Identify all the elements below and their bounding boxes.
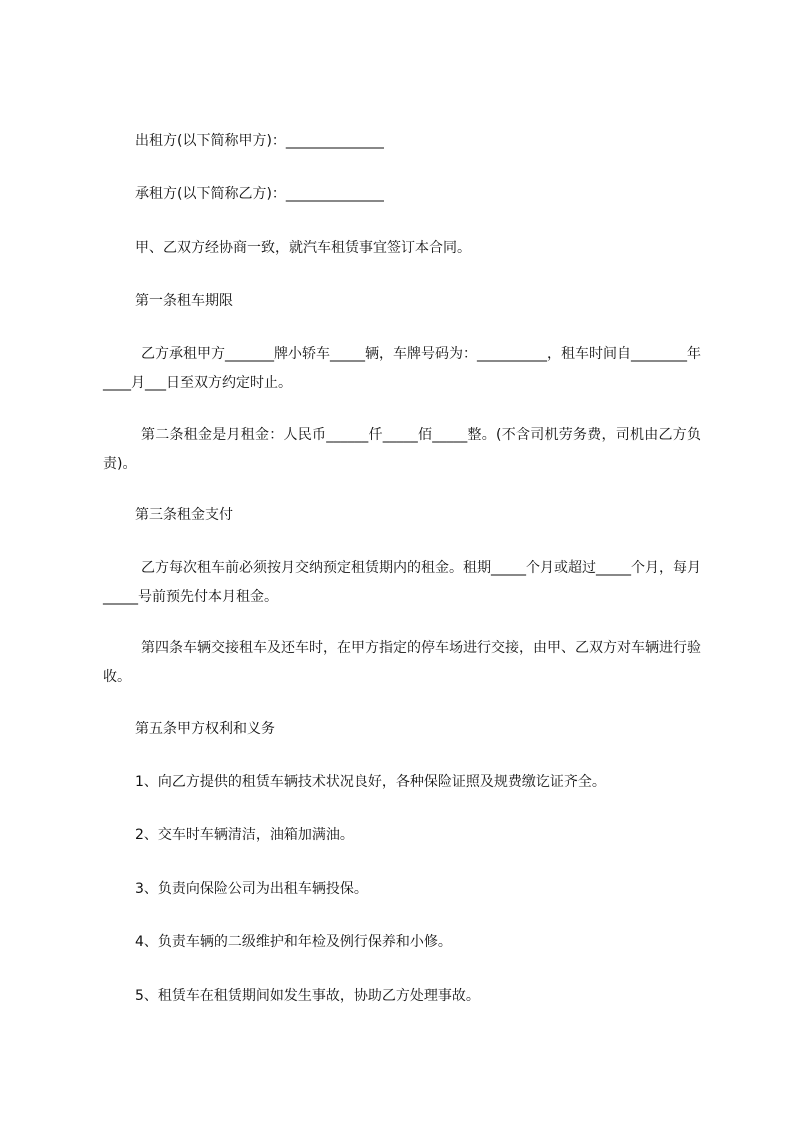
heading-article-5: 第五条甲方权利和义务 — [135, 721, 275, 737]
list-item-1: 1、向乙方提供的租赁车辆技术状况良好，各种保险证照及规费缴讫证齐全。 — [135, 774, 606, 790]
heading-article-1: 第一条租车期限 — [135, 293, 233, 309]
list-item-4: 4、负责车辆的二级维护和年检及例行保养和小修。 — [135, 934, 452, 950]
list-item-3: 3、负责向保险公司为出租车辆投保。 — [135, 881, 368, 897]
paragraph-lessor: 出租方(以下简称甲方)：______________ — [135, 133, 384, 149]
paragraph-article-4: 第四条车辆交接租车及还车时，在甲方指定的停车场进行交接，由甲、乙双方对车辆进行验收。 — [103, 640, 701, 685]
paragraph-article-1: 乙方承租甲方_______牌小轿车_____辆，车牌号码为：__________，租车时间自________年____月___日至双方约定时止。 — [103, 346, 701, 391]
paragraph-agreement: 甲、乙双方经协商一致，就汽车租赁事宜签订本合同。 — [135, 240, 471, 256]
list-item-2: 2、交车时车辆清洁，油箱加满油。 — [135, 827, 354, 843]
heading-article-3: 第三条租金支付 — [135, 507, 233, 523]
list-item-5: 5、租赁车在租赁期间如发生事故，协助乙方处理事故。 — [135, 988, 480, 1004]
paragraph-article-2: 第二条租金是月租金：人民币______仟_____佰_____整。(不含司机劳务费，司机由乙方负责)。 — [103, 427, 701, 472]
paragraph-lessee: 承租方(以下简称乙方)：______________ — [135, 186, 384, 202]
paragraph-article-3: 乙方每次租车前必须按月交纳预定租赁期内的租金。租期_____个月或超过_____个月，每月_____号前预先付本月租金。 — [103, 560, 701, 605]
